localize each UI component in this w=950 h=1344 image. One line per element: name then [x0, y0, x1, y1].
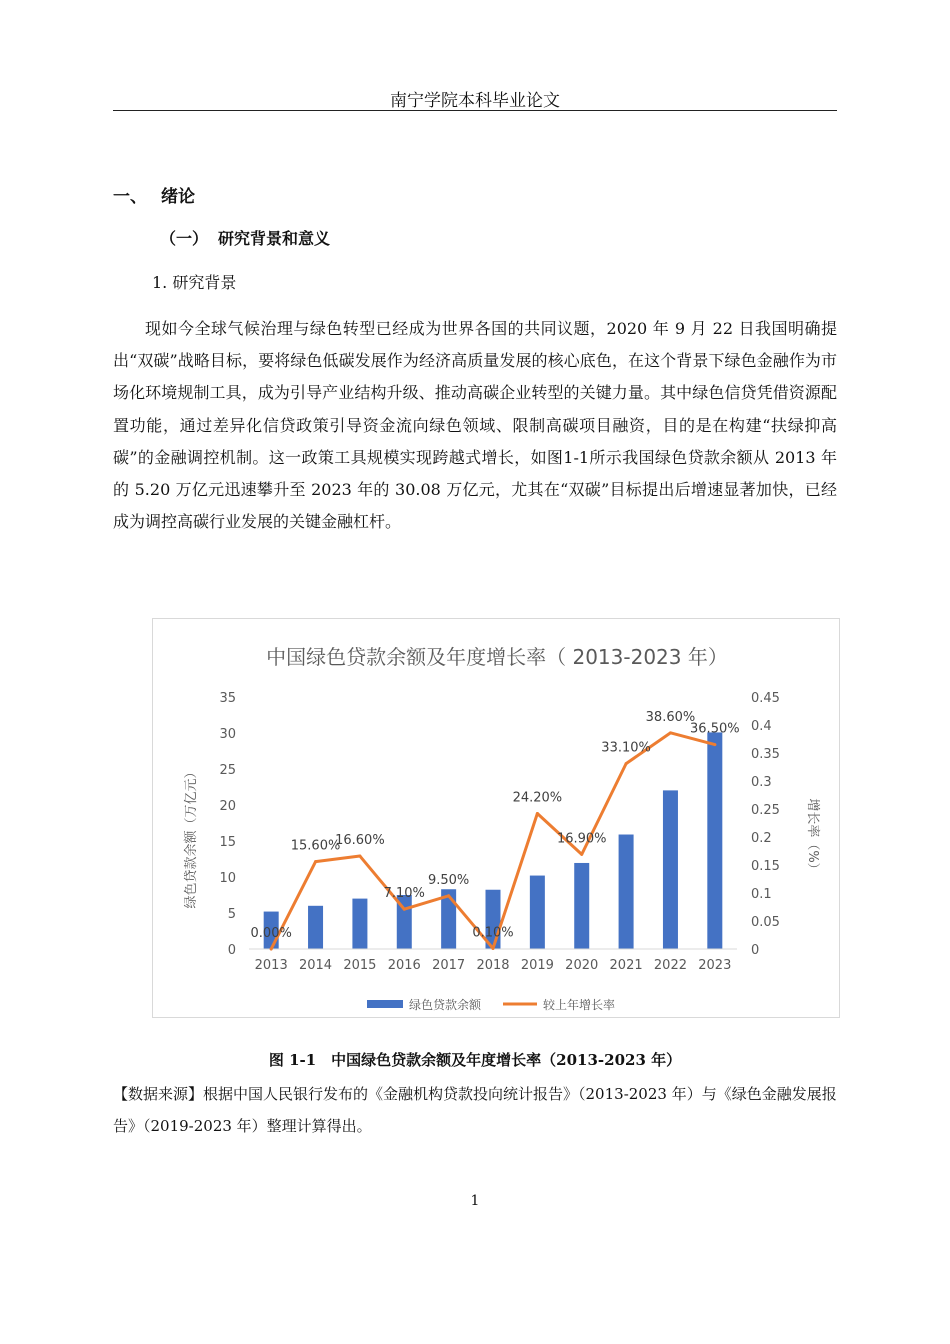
y-right-tick-label: 0.2 [751, 831, 772, 846]
y-left-tick-label: 10 [219, 871, 236, 886]
y-right-tick-label: 0.1 [751, 887, 772, 902]
x-tick-label: 2013 [254, 958, 288, 973]
growth-point-2014 [314, 860, 317, 863]
header-rule [113, 110, 837, 111]
figure-chart [152, 618, 840, 1018]
growth-point-2016 [403, 908, 406, 911]
growth-data-label: 9.50% [427, 872, 470, 888]
legend-label-line: 较上年增长率 [543, 998, 616, 1012]
growth-point-2023 [713, 743, 716, 746]
y-left-tick-label: 30 [219, 727, 236, 742]
bar-2022 [663, 790, 678, 949]
growth-data-label: 33.10% [601, 740, 651, 756]
body-paragraph: 现如今全球气候治理与绿色转型已经成为世界各国的共同议题，2020 年 9 月 22 日我国明确提出“双碳”战略目标，要将绿色低碳发展作为经济高质量发展的核心底色，在这个背景下绿色金融作为市场化环境规制工具，成为引导产业结构升级、推动高碳企业转型的关键力量。其中绿色信贷凭借资源配置功能，通过差异化信贷政策引导资金流向绿色领域、限制高碳项目融资，目的是在构建“扶绿抑高碳”的金融调控机制。这一政策工具规模实现跨越式增长，如图1-1所示我国绿色贷款余额从 2013 年的 5.20 万亿元迅速攀升至 2023 年的 30.08 万亿元，尤其在“双碳”目标提出后增速显著加快，已经成为调控高碳行业发展的关键金融杠杆。 [113, 319, 837, 532]
growth-data-label: 0.00% [250, 926, 292, 941]
y-right-tick-label: 0.15 [751, 859, 780, 874]
y-right-tick-label: 0 [751, 943, 760, 958]
y-right-tick-label: 0.35 [751, 747, 780, 762]
section-number: 一、 [113, 187, 147, 207]
bar-2019 [530, 876, 545, 949]
growth-point-2018 [492, 947, 495, 950]
y-right-axis-label: 增长率（%） [805, 798, 820, 876]
legend-label-bar: 绿色贷款余额 [409, 998, 482, 1012]
bar-2015 [352, 899, 367, 949]
bar-2023 [707, 732, 722, 949]
growth-point-2017 [447, 894, 450, 897]
section-title: 绪论 [161, 187, 195, 207]
growth-point-2021 [625, 762, 628, 765]
growth-data-label: 38.60% [645, 709, 696, 725]
chart-legend [367, 997, 615, 1012]
data-source [113, 1078, 837, 1142]
figure-caption: 图 1-1 中国绿色贷款余额及年度增长率（2013-2023 年） [268, 1051, 682, 1069]
x-tick-label: 2021 [609, 958, 643, 973]
y-right-tick-label: 0.3 [751, 775, 772, 790]
x-tick-label: 2016 [387, 958, 421, 973]
growth-data-label: 7.10% [383, 886, 425, 902]
growth-point-2019 [536, 812, 539, 815]
bar-2014 [308, 906, 323, 949]
y-left-tick-label: 0 [227, 943, 236, 958]
y-left-axis-label: 绿色贷款余额（万亿元） [184, 765, 199, 909]
data-source-label: 【数据来源】 [113, 1085, 204, 1103]
y-right-tick-label: 0.4 [751, 719, 772, 734]
growth-point-2013 [270, 948, 273, 951]
growth-point-2015 [358, 855, 361, 858]
y-left-tick-label: 15 [219, 835, 236, 850]
section-heading [113, 182, 195, 207]
growth-data-label: 0.10% [472, 925, 514, 941]
y-right-tick-label: 0.45 [751, 691, 780, 706]
page-header-title: 南宁学院本科毕业论文 [390, 91, 560, 111]
x-tick-label: 2020 [565, 958, 599, 973]
bar-2021 [619, 835, 634, 949]
growth-data-label: 36.50% [690, 721, 740, 737]
chart-title: 中国绿色贷款余额及年度增长率（ 2013-2023 年） [266, 645, 728, 669]
x-tick-label: 2015 [343, 958, 377, 973]
data-source-text: 根据中国人民银行发布的《金融机构贷款投向统计报告》（2013-2023 年）与《绿色金融发展报告》（2019-2023 年）整理计算得出。 [113, 1085, 837, 1135]
subsection-number: （一） [160, 229, 209, 248]
x-tick-label: 2017 [432, 958, 466, 973]
growth-data-label: 24.20% [512, 790, 563, 806]
chart-svg [153, 619, 841, 1019]
subsection-heading [160, 226, 330, 249]
growth-point-2020 [580, 853, 583, 856]
x-tick-label: 2019 [520, 958, 554, 973]
y-right-tick-label: 0.05 [751, 915, 780, 930]
page-number: 1 [470, 1193, 480, 1209]
y-left-tick-label: 35 [219, 691, 236, 706]
y-right-tick-label: 0.25 [751, 803, 780, 818]
y-left-tick-label: 25 [219, 763, 236, 778]
growth-point-2022 [669, 731, 672, 734]
growth-data-label: 15.60% [290, 838, 341, 854]
y-left-tick-label: 20 [219, 799, 236, 814]
subsection-title: 研究背景和意义 [218, 229, 331, 248]
y-left-tick-label: 5 [227, 907, 236, 922]
x-tick-label: 2023 [698, 958, 732, 973]
growth-data-label: 16.90% [556, 831, 607, 847]
growth-data-label: 16.60% [335, 833, 385, 849]
x-tick-label: 2018 [476, 958, 510, 973]
legend-swatch-bar [367, 1000, 403, 1008]
bar-2020 [574, 863, 589, 949]
x-tick-label: 2014 [298, 958, 333, 973]
x-tick-label: 2022 [653, 958, 688, 973]
subsubsection-heading: 1. 研究背景 [152, 273, 237, 292]
